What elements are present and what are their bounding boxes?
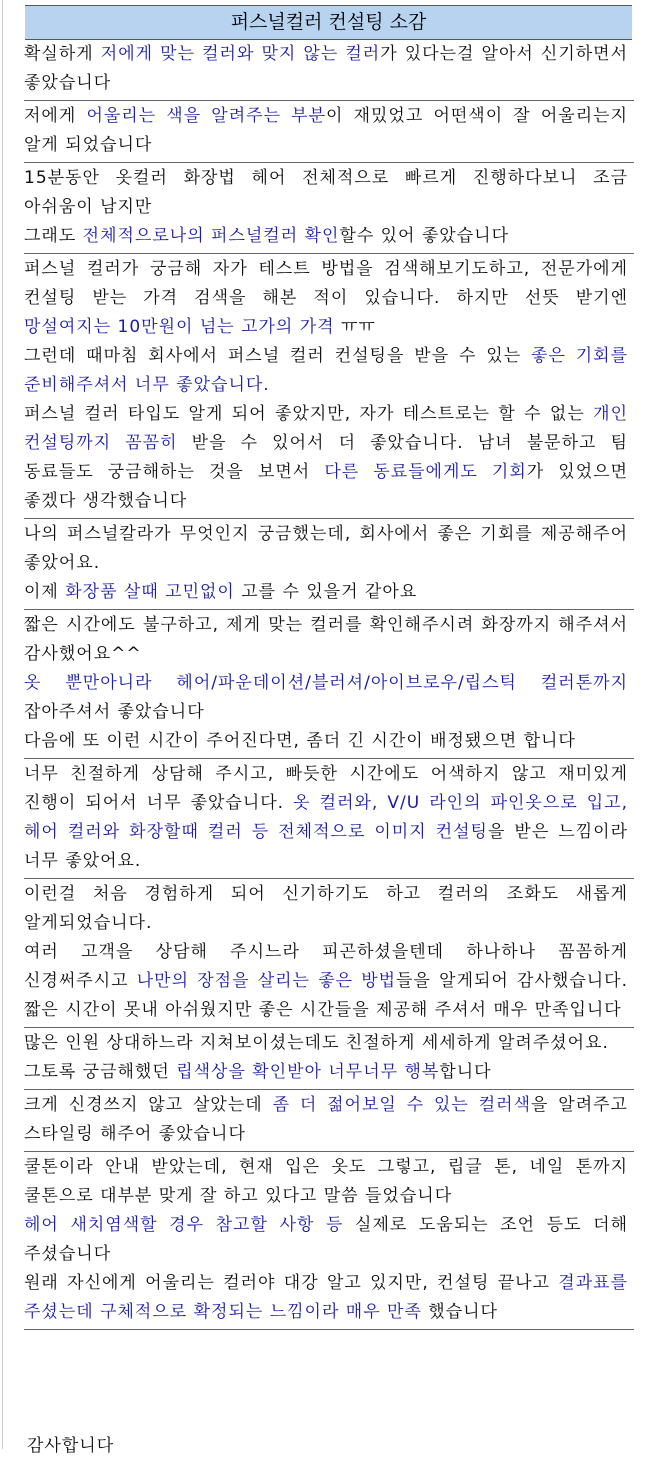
body-text: 다음에 또 이런 시간이 주어진다면, 좀더 긴 시간이 배정됐으면 합니다 <box>24 731 576 751</box>
feedback-paragraph <box>24 760 628 876</box>
body-text: ㅠㅠ <box>334 317 376 337</box>
feedback-row <box>24 100 634 162</box>
body-text: 들을 알게되어 감사했습니다. 짧은 시간이 못내 아쉬웠지만 좋은 시간들을 제공해 주셔서 매우 만족입니다 <box>24 971 628 1020</box>
feedback-row <box>24 162 634 253</box>
body-text: 나의 퍼스널칼라가 무엇인지 궁금했는데, 회사에서 좋은 기회를 제공해주어 좋았어요. <box>24 524 628 573</box>
body-text: 이제 <box>24 582 66 602</box>
highlighted-text: 화장품 살때 고민없이 <box>65 582 235 602</box>
feedback-paragraph <box>24 938 628 1025</box>
feedback-row <box>24 39 634 100</box>
body-text: 그토록 궁금해했던 <box>24 1062 177 1082</box>
highlighted-text: 나만의 장점을 살리는 좋은 방법 <box>136 971 397 991</box>
feedback-paragraph <box>24 102 628 160</box>
feedback-paragraph <box>24 40 628 98</box>
highlighted-text: 좀 더 젊어보일 수 있는 컬러색 <box>272 1095 531 1115</box>
highlighted-text: 헤어 새치염색할 경우 참고할 사항 등 <box>24 1215 344 1235</box>
body-text: 잡아주셔서 좋았습니다 <box>24 702 205 722</box>
body-text: 받을 수 있어서 더 좋았습니다. 남녀 불문하고 팀 동료들도 궁금해하는 것을 보면서 <box>24 433 629 482</box>
body-text: 할수 있어 좋았습니다 <box>339 226 509 246</box>
feedback-paragraph <box>24 1153 628 1211</box>
highlighted-text: 립색상을 확인받아 너무너무 행복 <box>176 1062 440 1082</box>
feedback-paragraph <box>24 255 628 342</box>
body-text: 퍼스널 컬러 타입도 알게 되어 좋았지만, 자가 테스트로는 할 수 없는 <box>24 404 594 424</box>
page-title: 퍼스널컬러 컨설팅 소감 <box>25 5 632 40</box>
body-text: 크게 신경쓰지 않고 살았는데 <box>24 1095 273 1115</box>
body-text: 원래 자신에게 어울리는 컬러야 대강 알고 있지만, 컨설팅 끝나고 <box>24 1273 559 1293</box>
feedback-paragraph <box>24 611 628 669</box>
body-text: 15분동안 옷컬러 화장법 헤어 전체적으로 빠르게 진행하다보니 조금 아쉬움이 남지만 <box>24 168 628 217</box>
body-text: 을 받은 느낌이라 너무 좋았어요. <box>24 822 628 871</box>
highlighted-text: 옷 컬러와, V/U 라인의 파인옷으로 입고, 헤어 컬러와 화장할때 컬러 등 전체적으로 이미지 컨설팅 <box>24 793 628 842</box>
body-text: 그런데 때마침 회사에서 퍼스널 컬러 컨설팅을 받을 수 있는 <box>24 346 532 366</box>
body-text: 너무 친절하게 상담해 주시고, 빠듯한 시간에도 어색하지 않고 재미있게 진행이 되어서 너무 좋았습니다. <box>24 764 628 813</box>
closing-text: 감사합니다 <box>27 1436 115 1456</box>
body-text: 많은 인원 상대하느라 지쳐보이셨는데도 친절하게 세세하게 알려주셨어요. <box>24 1033 609 1053</box>
highlighted-text: 전체적으로나의 퍼스널컬러 확인 <box>82 226 340 246</box>
body-text: 이 재밌었고 어떤색이 잘 어울리는지 알게 되었습니다 <box>24 106 628 155</box>
feedback-paragraph <box>24 222 628 251</box>
body-text: 확실하게 <box>24 44 101 64</box>
highlighted-text: 개인 컨설팅까지 꼼꼼히 <box>24 404 628 453</box>
feedback-paragraph <box>24 520 628 578</box>
feedback-row <box>24 758 634 878</box>
body-text: 이런걸 처음 경험하게 되어 신기하기도 하고 컬러의 조화도 새롭게 알게되었습니다. <box>24 884 628 933</box>
feedback-paragraph <box>24 400 628 516</box>
feedback-paragraph <box>24 1029 628 1058</box>
body-text: 짧은 시간에도 불구하고, 제게 맞는 컬러를 확인해주시려 화장까지 해주셔서 감사했어요^^ <box>24 615 628 664</box>
body-text: 그래도 <box>24 226 83 246</box>
page-edge-divider <box>2 0 3 1449</box>
body-text: 했습니다 <box>421 1302 498 1322</box>
feedback-paragraph <box>24 342 628 400</box>
body-text: 저에게 <box>24 106 87 126</box>
feedback-paragraph <box>24 1058 628 1087</box>
feedback-paragraph <box>24 669 628 727</box>
highlighted-text: 저에게 맞는 컬러와 맞지 않는 컬러 <box>100 44 381 64</box>
feedback-paragraph <box>24 164 628 222</box>
body-text: 합니다 <box>439 1062 492 1082</box>
feedback-paragraph <box>24 1091 628 1149</box>
feedback-paragraph <box>24 727 628 756</box>
feedback-row <box>24 1151 634 1329</box>
feedback-paragraph <box>24 1211 628 1269</box>
body-text: 가 있다는걸 알아서 신기하면서 좋았습니다 <box>24 44 629 93</box>
feedback-paragraph <box>24 880 628 938</box>
feedback-row <box>24 609 634 758</box>
body-text: 고를 수 있을거 같아요 <box>234 582 418 602</box>
highlighted-text: 어울리는 색을 알려주는 부분 <box>86 106 326 126</box>
feedback-row <box>24 253 634 518</box>
highlighted-text: 다른 동료들에게도 기회 <box>324 462 527 482</box>
highlighted-text: 옷 뿐만아니라 헤어/파운데이션/블러셔/아이브로우/립스틱 컬러톤까지 <box>24 673 628 693</box>
highlighted-text: 망설여지는 10만원이 넘는 고가의 가격 <box>24 317 335 337</box>
feedback-paragraph <box>24 1269 628 1327</box>
body-text: 가 있었으면 좋겠다 생각했습니다 <box>24 462 628 511</box>
feedback-row <box>24 878 634 1027</box>
body-text: 쿨톤이라 안내 받았는데, 현재 입은 옷도 그렇고, 립글 톤, 네일 톤까지 쿨톤으로 대부분 맞게 잘 하고 있다고 말씀 들었습니다 <box>24 1157 628 1206</box>
body-text: 퍼스널 컬러가 궁금해 자가 테스트 방법을 검색해보기도하고, 전문가에게 컨설팅 받는 가격 검색을 해본 적이 있습니다. 하지만 선뜻 받기엔 <box>24 259 628 308</box>
feedback-row <box>24 1027 634 1089</box>
feedback-row <box>24 518 634 609</box>
feedback-paragraph <box>24 578 628 607</box>
highlighted-text: 결과표를 주셨는데 구체적으로 확정되는 느낌이라 매우 만족 <box>24 1273 628 1322</box>
body-text: 을 알려주고 스타일링 해주어 좋았습니다 <box>24 1095 628 1144</box>
body-text: 여러 고객을 상담해 주시느라 피곤하셨을텐데 하나하나 꼼꼼하게 신경써주시고 <box>24 942 628 991</box>
body-text: 실제로 도움되는 조언 등도 더해 주셨습니다 <box>24 1215 628 1264</box>
feedback-table <box>24 39 634 1330</box>
feedback-row <box>24 1089 634 1151</box>
highlighted-text: 좋은 기회를 준비해주셔서 너무 좋았습니다. <box>24 346 629 395</box>
